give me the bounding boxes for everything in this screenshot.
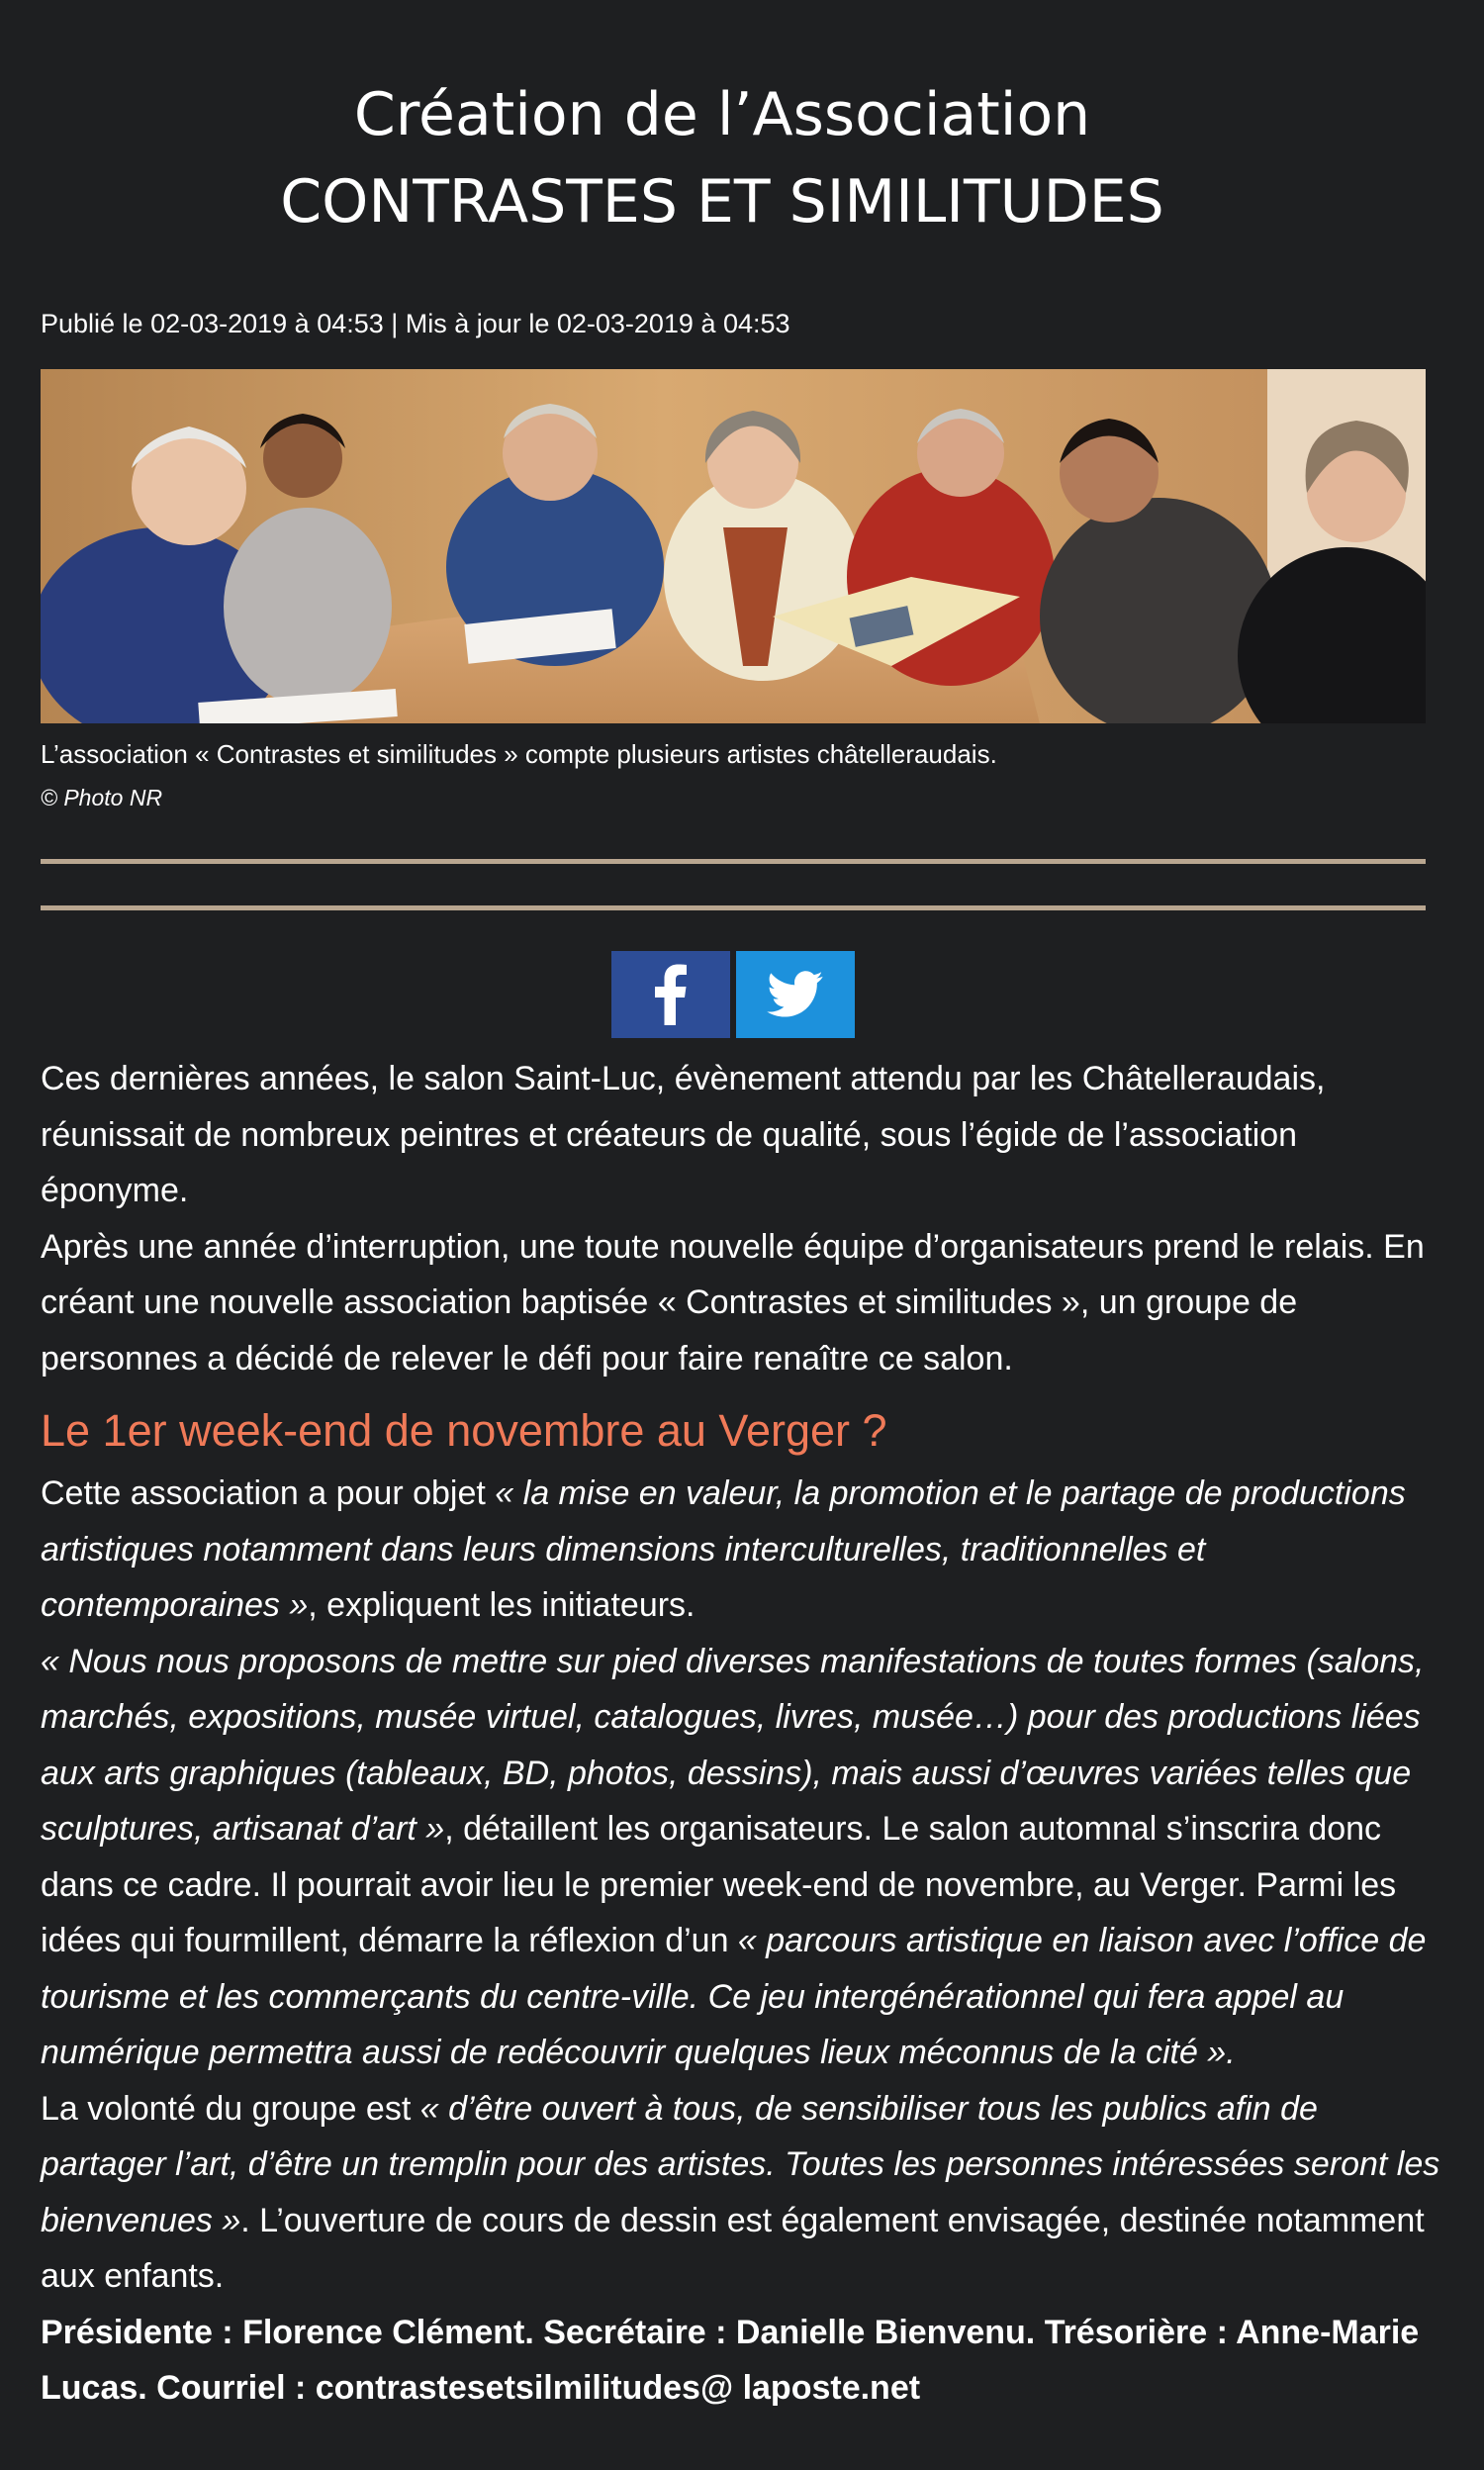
quote: « d’être ouvert à tous, de sensibiliser tous les publics afin de partager l’art, d’être un tremplin pour des artistes. Toutes les personnes intéressées seront les bienvenues » — [41, 2089, 1440, 2239]
photo-credit: © Photo NR — [41, 785, 163, 810]
paragraph-1: Ces dernières années, le salon Saint-Luc, évènement attendu par les Châtelleraudais, réunissait de nombreux peintres et créateurs de qualité, sous l’égide de l’association éponyme. — [41, 1060, 1326, 1209]
paragraph-5: La volonté du groupe est « d’être ouvert à tous, de sensibiliser tous les publics afin de partager l’art, d’être un tremplin pour des artistes. Toutes les personnes intéressées seront les bienvenues ». L’ouverture de cours de dessin est également envisagée, destinée notamment aux enfants. — [41, 2089, 1440, 2295]
quote: « Nous nous proposons de mettre sur pied diverses manifestations de toutes formes (salons, marchés, expositions, musée virtuel, catalogues, livres, musée…) pour des productions liées aux arts graphiques (tableaux, BD, photos, dessins), mais aussi d’œuvres variées telles que sculptures, artisanat d’art » — [41, 1642, 1425, 1848]
group-photo-illustration — [41, 369, 1426, 723]
twitter-icon — [767, 971, 824, 1018]
paragraph-2: Après une année d’interruption, une toute nouvelle équipe d’organisateurs prend le relais. En créant une nouvelle association baptisée « Contrastes et similitudes », un groupe de personnes a décidé de relever le défi pour faire renaître ce salon. — [41, 1227, 1425, 1378]
paragraph-3: Cette association a pour objet « la mise en valeur, la promotion et le partage de productions artistiques notamment dans leurs dimensions interculturelles, traditionnelles et contemporaines », expliquent les initiateurs. — [41, 1474, 1406, 1624]
quote: « parcours artistique en liaison avec l’office de tourisme et les commerçants du centre-ville. Ce jeu intergénérationnel qui fera appel au numérique permettra aussi de redécouvrir quelques lieux méconnus de la cité ». — [41, 1922, 1427, 2071]
title-line-2: CONTRASTES ET SIMILITUDES — [280, 167, 1164, 237]
publication-date: Publié le 02-03-2019 à 04:53 | Mis à jour le 02-03-2019 à 04:53 — [41, 309, 790, 338]
divider-bottom — [41, 905, 1426, 910]
section-heading: Le 1er week-end de novembre au Verger ? — [41, 1405, 887, 1456]
article-photo — [41, 369, 1426, 723]
facebook-icon — [654, 964, 688, 1025]
twitter-share-button[interactable] — [736, 951, 855, 1038]
paragraph-4: « Nous nous proposons de mettre sur pied diverses manifestations de toutes formes (salons, marchés, expositions, musée virtuel, catalogues, livres, musée…) pour des productions liées aux arts graphiques (tableaux, BD, photos, dessins), mais aussi d’œuvres variées telles que sculptures, artisanat d’art », détaillent les organisateurs. Le salon automnal s’inscrira donc dans ce cadre. Il pourrait avoir lieu le premier week-end de novembre, au Verger. Parmi les idées qui fourmillent, démarre la réflexion d’un « parcours artistique en liaison avec l’office de tourisme et les commerçants du centre-ville. Ce jeu intergénérationnel qui fera appel au numérique permettra aussi de redécouvrir quelques lieux méconnus de la cité ». — [41, 1642, 1427, 2071]
article-body — [41, 1051, 1445, 2417]
association-contacts: Présidente : Florence Clément. Secrétaire : Danielle Bienvenu. Trésorière : Anne-Marie Lucas. Courriel : contrastesetsilmilitudes@ laposte.net — [41, 2313, 1420, 2407]
title-line-1: Création de l’Association — [353, 80, 1091, 149]
divider-top — [41, 859, 1426, 864]
page-title — [0, 71, 1444, 245]
facebook-share-button[interactable] — [611, 951, 730, 1038]
quote: « la mise en valeur, la promotion et le partage de productions artistiques notamment dans leurs dimensions interculturelles, traditionnelles et contemporaines » — [41, 1474, 1406, 1624]
photo-caption: L’association « Contrastes et similitudes » compte plusieurs artistes châtelleraudais. — [41, 739, 997, 769]
